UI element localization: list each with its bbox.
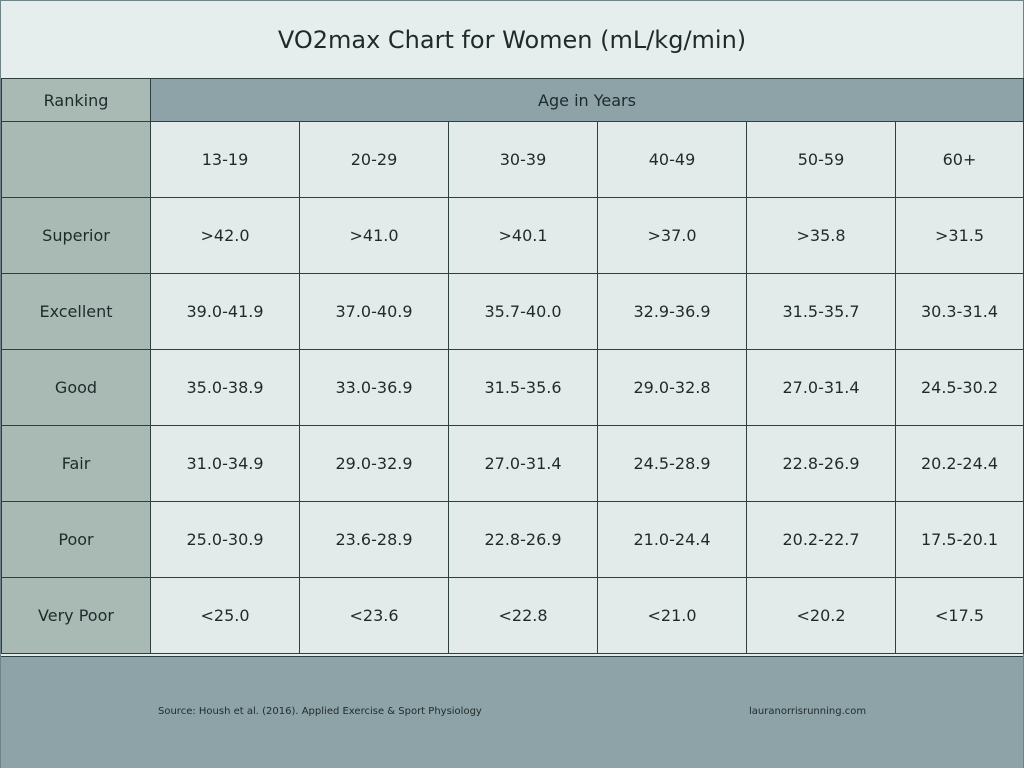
value-cell: >41.0 bbox=[300, 198, 449, 274]
value-cell: 25.0-30.9 bbox=[151, 502, 300, 578]
table-row bbox=[2, 426, 1024, 502]
value-cell: 31.0-34.9 bbox=[151, 426, 300, 502]
value-cell: 27.0-31.4 bbox=[747, 350, 896, 426]
value-cell: 21.0-24.4 bbox=[598, 502, 747, 578]
rank-label: Poor bbox=[2, 502, 151, 578]
age-group-cell: 40-49 bbox=[598, 122, 747, 198]
value-cell: >31.5 bbox=[896, 198, 1024, 274]
value-cell: 24.5-28.9 bbox=[598, 426, 747, 502]
table-row bbox=[2, 502, 1024, 578]
rank-label: Superior bbox=[2, 198, 151, 274]
value-cell: <20.2 bbox=[747, 578, 896, 654]
value-cell: 22.8-26.9 bbox=[747, 426, 896, 502]
value-cell: 24.5-30.2 bbox=[896, 350, 1024, 426]
age-group-cell: 13-19 bbox=[151, 122, 300, 198]
value-cell: <23.6 bbox=[300, 578, 449, 654]
table-row bbox=[2, 350, 1024, 426]
source-citation: Source: Housh et al. (2016). Applied Exercise & Sport Physiology bbox=[158, 706, 482, 717]
value-cell: 31.5-35.6 bbox=[449, 350, 598, 426]
value-cell: 20.2-22.7 bbox=[747, 502, 896, 578]
value-cell: 29.0-32.9 bbox=[300, 426, 449, 502]
ranking-header: Ranking bbox=[2, 79, 151, 122]
header-row bbox=[2, 79, 1024, 122]
rank-label: Good bbox=[2, 350, 151, 426]
footer bbox=[1, 656, 1023, 768]
age-group-cell: 50-59 bbox=[747, 122, 896, 198]
vo2max-table bbox=[1, 78, 1024, 654]
age-groups-row bbox=[2, 122, 1024, 198]
rank-label: Very Poor bbox=[2, 578, 151, 654]
value-cell: >42.0 bbox=[151, 198, 300, 274]
value-cell: 29.0-32.8 bbox=[598, 350, 747, 426]
age-group-cell: 30-39 bbox=[449, 122, 598, 198]
value-cell: >40.1 bbox=[449, 198, 598, 274]
rank-label: Fair bbox=[2, 426, 151, 502]
value-cell: <17.5 bbox=[896, 578, 1024, 654]
value-cell: <21.0 bbox=[598, 578, 747, 654]
value-cell: 32.9-36.9 bbox=[598, 274, 747, 350]
table-row bbox=[2, 274, 1024, 350]
age-group-cell: 20-29 bbox=[300, 122, 449, 198]
page-title: VO2max Chart for Women (mL/kg/min) bbox=[1, 1, 1023, 79]
value-cell: 27.0-31.4 bbox=[449, 426, 598, 502]
value-cell: <22.8 bbox=[449, 578, 598, 654]
value-cell: 39.0-41.9 bbox=[151, 274, 300, 350]
value-cell: 23.6-28.9 bbox=[300, 502, 449, 578]
value-cell: 22.8-26.9 bbox=[449, 502, 598, 578]
value-cell: 17.5-20.1 bbox=[896, 502, 1024, 578]
site-credit: lauranorrisrunning.com bbox=[749, 706, 867, 717]
empty-corner-cell bbox=[2, 122, 151, 198]
value-cell: 35.0-38.9 bbox=[151, 350, 300, 426]
rank-label: Excellent bbox=[2, 274, 151, 350]
value-cell: 30.3-31.4 bbox=[896, 274, 1024, 350]
value-cell: >35.8 bbox=[747, 198, 896, 274]
table-row bbox=[2, 198, 1024, 274]
value-cell: >37.0 bbox=[598, 198, 747, 274]
value-cell: 33.0-36.9 bbox=[300, 350, 449, 426]
table-row bbox=[2, 578, 1024, 654]
value-cell: 20.2-24.4 bbox=[896, 426, 1024, 502]
age-header: Age in Years bbox=[151, 79, 1024, 122]
value-cell: 31.5-35.7 bbox=[747, 274, 896, 350]
value-cell: 35.7-40.0 bbox=[449, 274, 598, 350]
age-group-cell: 60+ bbox=[896, 122, 1024, 198]
value-cell: <25.0 bbox=[151, 578, 300, 654]
value-cell: 37.0-40.9 bbox=[300, 274, 449, 350]
